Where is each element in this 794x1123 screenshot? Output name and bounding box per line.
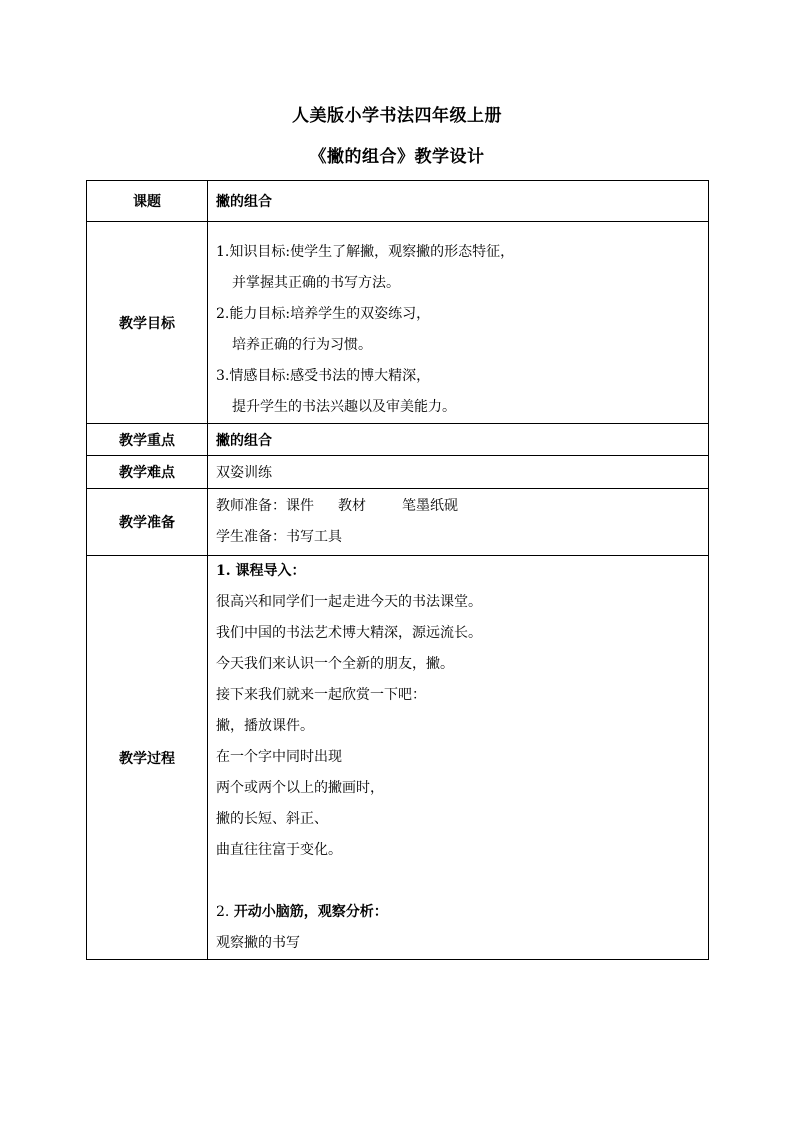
difficulty-value: 双姿训练 — [208, 456, 709, 489]
process-line: 观察撇的书写 — [216, 935, 300, 951]
preparation-content — [208, 489, 709, 556]
difficulty-label: 教学难点 — [87, 456, 208, 489]
topic-value: 撇的组合 — [208, 181, 709, 222]
process-line: 接下来我们就来一起欣赏一下吧： — [216, 687, 426, 703]
process-line: 我们中国的书法艺术博大精深，源远流长。 — [216, 625, 482, 641]
objectives-content — [208, 222, 709, 424]
table-row-topic — [87, 181, 709, 222]
objectives-line: 2.能力目标:培养学生的双姿练习， — [216, 306, 431, 322]
table-row-process — [87, 556, 709, 960]
process-section-title: 1. 课程导入： — [216, 563, 306, 579]
table-row-objectives — [87, 222, 709, 424]
teacher-preparation — [216, 491, 702, 522]
key-point-label: 教学重点 — [87, 424, 208, 456]
objectives-label: 教学目标 — [87, 222, 208, 424]
teacher-preparation-item: 教材 — [338, 498, 366, 514]
section-number: 2. — [216, 904, 230, 920]
topic-label: 课题 — [87, 181, 208, 222]
key-point-value: 撇的组合 — [208, 424, 709, 456]
process-line: 撇的长短、斜正、 — [216, 811, 328, 827]
objectives-line: 1.知识目标:使学生了解撇，观察撇的形态特征， — [216, 244, 515, 260]
objectives-line: 提升学生的书法兴趣以及审美能力。 — [232, 399, 456, 415]
objectives-line: 并掌握其正确的书写方法。 — [232, 275, 400, 291]
process-label: 教学过程 — [87, 556, 208, 960]
section-title-text: 开动小脑筋，观察分析： — [233, 904, 388, 920]
process-content — [208, 556, 709, 960]
student-preparation: 学生准备：书写工具 — [216, 529, 342, 545]
process-line: 曲直往往富于变化。 — [216, 842, 342, 858]
teacher-preparation-item: 笔墨纸砚 — [402, 498, 458, 514]
table-row-preparation — [87, 489, 709, 556]
preparation-label: 教学准备 — [87, 489, 208, 556]
process-line: 今天我们来认识一个全新的朋友，撇。 — [216, 656, 454, 672]
table-row-key-point — [87, 424, 709, 456]
objectives-line: 3.情感目标:感受书法的博大精深， — [216, 368, 431, 384]
objectives-line: 培养正确的行为习惯。 — [232, 337, 372, 353]
process-blank-line — [216, 866, 702, 897]
process-line: 在一个字中同时出现 — [216, 749, 342, 765]
process-line: 撇，播放课件。 — [216, 718, 314, 734]
lesson-plan-table — [86, 180, 709, 960]
document-title: 人美版小学书法四年级上册 — [292, 106, 502, 126]
teacher-preparation-text: 教师准备：课件 — [216, 498, 314, 514]
document-subtitle: 《撇的组合》教学设计 — [309, 147, 485, 167]
table-row-difficulty — [87, 456, 709, 489]
process-section-title — [216, 897, 702, 928]
process-line: 很高兴和同学们一起走进今天的书法课堂。 — [216, 594, 482, 610]
process-line: 两个或两个以上的撇画时， — [216, 780, 384, 796]
